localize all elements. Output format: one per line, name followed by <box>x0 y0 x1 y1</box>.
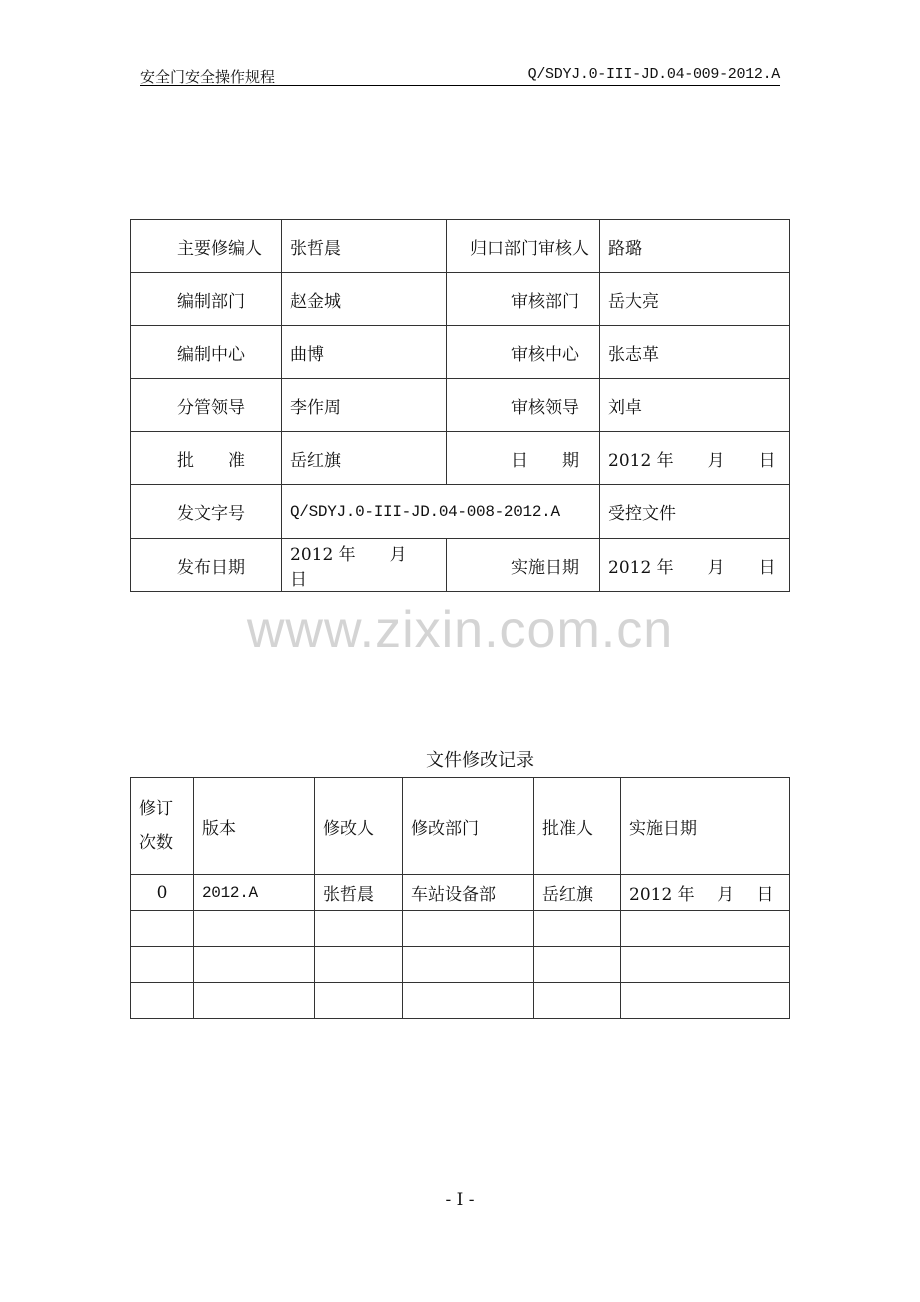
table-cell: 批 准 <box>131 432 282 485</box>
column-header: 版本 <box>194 778 315 875</box>
table-cell <box>403 983 534 1019</box>
table-cell <box>194 947 315 983</box>
table-cell <box>131 983 194 1019</box>
table-cell <box>534 983 621 1019</box>
table-cell: 日 期 <box>447 432 600 485</box>
table-cell <box>403 911 534 947</box>
table-cell: 刘卓 <box>600 379 790 432</box>
page-number: - I - <box>445 1190 475 1210</box>
table-cell: 受控文件 <box>600 485 790 539</box>
table-cell: 发文字号 <box>131 485 282 539</box>
table-cell: 赵金城 <box>282 273 447 326</box>
table-cell <box>403 947 534 983</box>
table-cell <box>131 911 194 947</box>
table-cell <box>621 911 790 947</box>
table-cell: 2012 年 月 日 <box>600 432 790 485</box>
table-cell: 审核中心 <box>447 326 600 379</box>
table-cell: 路璐 <box>600 220 790 273</box>
table-cell: 归口部门审核人 <box>447 220 600 273</box>
column-header: 修改部门 <box>403 778 534 875</box>
header-line: 次数 <box>139 833 173 853</box>
table-row <box>131 326 790 379</box>
table-cell: 曲博 <box>282 326 447 379</box>
table-cell: 张哲晨 <box>282 220 447 273</box>
table-cell: 发布日期 <box>131 539 282 592</box>
column-header: 修改人 <box>315 778 403 875</box>
column-header: 实施日期 <box>621 778 790 875</box>
table-cell: 编制中心 <box>131 326 282 379</box>
table-cell <box>315 947 403 983</box>
table-cell: 张哲晨 <box>315 875 403 911</box>
table-cell: 实施日期 <box>447 539 600 592</box>
table-cell: 审核领导 <box>447 379 600 432</box>
watermark: www.zixin.com.cn <box>246 601 674 659</box>
table-row <box>131 947 790 983</box>
table-row <box>131 379 790 432</box>
document-number-cell: Q/SDYJ.0-III-JD.04-008-2012.A <box>282 485 600 539</box>
table-cell: 0 <box>131 875 194 911</box>
table-cell <box>194 983 315 1019</box>
table-row <box>131 911 790 947</box>
document-code: Q/SDYJ.0-III-JD.04-009-2012.A <box>527 66 780 83</box>
revision-table <box>130 777 790 1019</box>
table-row <box>131 539 790 592</box>
table-row <box>131 220 790 273</box>
column-header <box>131 778 194 875</box>
table-cell <box>621 947 790 983</box>
table-cell: 2012 年 月 日 <box>621 875 790 911</box>
table-row <box>131 983 790 1019</box>
table-cell <box>315 911 403 947</box>
header-rule <box>140 85 780 86</box>
table-row <box>131 432 790 485</box>
column-header: 批准人 <box>534 778 621 875</box>
table-cell: 2012 年 月 日 <box>282 539 447 592</box>
header-line: 修订 <box>139 799 173 819</box>
table-cell <box>534 947 621 983</box>
table-cell: 2012 年 月 日 <box>600 539 790 592</box>
table-cell <box>194 911 315 947</box>
document-title: 安全门安全操作规程 <box>140 68 276 86</box>
table-cell: 车站设备部 <box>403 875 534 911</box>
table-cell: 岳红旗 <box>534 875 621 911</box>
table-row <box>131 875 790 911</box>
approval-table <box>130 219 790 592</box>
table-cell <box>131 947 194 983</box>
table-cell: 岳红旗 <box>282 432 447 485</box>
table-header-row <box>131 778 790 875</box>
table-cell <box>621 983 790 1019</box>
table-row <box>131 485 790 539</box>
table-cell: 李作周 <box>282 379 447 432</box>
table-cell <box>315 983 403 1019</box>
table-cell: 主要修编人 <box>131 220 282 273</box>
revision-record-title: 文件修改记录 <box>426 750 534 771</box>
table-row <box>131 273 790 326</box>
table-cell: 岳大亮 <box>600 273 790 326</box>
table-cell <box>534 911 621 947</box>
table-cell: 张志革 <box>600 326 790 379</box>
table-cell: 分管领导 <box>131 379 282 432</box>
table-cell: 2012.A <box>194 875 315 911</box>
table-cell: 编制部门 <box>131 273 282 326</box>
table-cell: 审核部门 <box>447 273 600 326</box>
